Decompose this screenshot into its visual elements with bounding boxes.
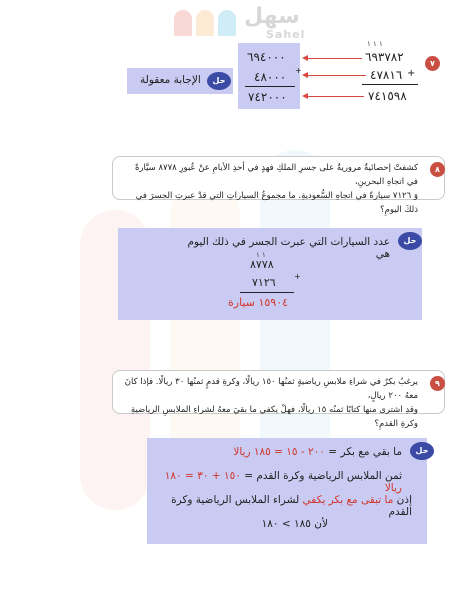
question-1-line-1: كشفتْ إحصائيةٌ مروريةٌ على جسرِ الملكِ فهدٍ في أحدِ الأيامِ عنْ عُبورِ ٨٧٧٨ سيَّارةً في اتجاهِ البحرينِ، — [134, 163, 418, 187]
answer-2-line-1-calc: ٢٠٠ - ١٥ = ١٨٥ ريالا — [233, 446, 325, 458]
answer-2-line-3-highlight: ما تبقى مع بكر يكفي — [302, 494, 394, 506]
top-carries: ١ ١ ١ — [367, 40, 383, 48]
question-badge-2: ٩ — [430, 376, 445, 391]
answer-2-line-1-label: ما بقي مع بكر = — [324, 446, 402, 458]
top-sum-line — [362, 84, 418, 85]
arrow-line — [306, 75, 366, 76]
watermark-bar — [196, 10, 214, 36]
answer-1-addend-2: ٧١٢٦ — [252, 276, 276, 289]
arrow-head — [302, 93, 308, 99]
answer-badge-text: حل — [415, 446, 429, 455]
question-1-box — [112, 156, 445, 215]
answer-badge — [398, 232, 422, 250]
answer-1-addend-1: ٨٧٧٨ — [250, 258, 274, 271]
answer-1-heading: عدد السيارات التي عبرت الجسر في ذلك اليوم هي — [187, 236, 390, 260]
answer-2-line-2-calc: ١٥٠ + ٣٠ = ١٨٠ ريالا — [164, 470, 402, 494]
top-addend-1: ٦٩٣٧٨٢ — [365, 50, 404, 64]
answer-badge — [410, 442, 434, 460]
watermark-logo-text: سهل — [244, 4, 300, 29]
answer-1-result: ١٥٩٠٤ سيارة — [228, 296, 289, 309]
arrow-head — [302, 72, 308, 78]
answer-2-line-3-suffix: لشراء الملابس الرياضية وكرة القدم — [171, 494, 412, 518]
top-addend-2: ٤٧٨١٦ — [370, 68, 403, 82]
question-2-line-2: وقدِ اشترى منها كتابًا ثمنُه ١٥ ريالًا، فهلْ يكفي ما بقيَ معهُ لشراءِ الملابسِ الرياضيةِ وكرةِ القدمِ؟ — [130, 405, 418, 429]
answer-2-line-4: لأن ١٨٥ > ١٨٠ — [261, 518, 328, 530]
estimate-result: ٧٤٢٠٠٠ — [248, 90, 287, 104]
estimate-addend-2: ٤٨٠٠٠ — [254, 70, 287, 84]
answer-badge-text: حل — [212, 76, 226, 85]
top-result: ٧٤١٥٩٨ — [368, 89, 407, 103]
watermark-bar — [218, 10, 236, 36]
answer-2-line-3-prefix: إذن — [393, 494, 412, 506]
arrow-line — [306, 58, 362, 59]
arrow-head — [302, 55, 308, 61]
watermark-logo-sub: Sahel — [266, 28, 306, 41]
estimate-plus-sign: + — [295, 66, 302, 75]
conclusion-text: الإجابة معقولة — [140, 74, 201, 86]
estimate-addend-1: ٦٩٤٠٠٠ — [247, 50, 286, 64]
answer-2-line-1 — [150, 446, 402, 458]
question-2-box — [112, 370, 445, 429]
question-badge-top: ٧ — [425, 56, 440, 71]
answer-2-line-3 — [150, 494, 412, 518]
answer-badge — [207, 72, 231, 90]
question-1-line-2: وَ ٧١٢٦ سيارةً في اتجاهِ السُّعوديةِ. ما مجموعُ السياراتِ التي قدْ عبرتِ الجسرَ في ذلكَ اليومِ؟ — [135, 191, 418, 215]
answer-badge-text: حل — [403, 236, 417, 245]
question-badge-1: ٨ — [430, 162, 445, 177]
estimate-sum-line — [245, 86, 295, 87]
watermark-bar — [174, 10, 192, 36]
answer-1-sum-line — [240, 292, 294, 293]
arrow-line — [306, 96, 364, 97]
answer-1-carries: ١ ١ — [256, 251, 266, 259]
answer-2-line-2-label: ثمن الملابس الرياضية وكرة القدم = — [240, 470, 402, 482]
question-2-line-1: يرغبُ بكرٌ في شراءِ ملابسِ رياضيةٍ ثمنُها ١٥٠ ريالًا، وكرةِ قدمٍ ثمنُها ٣٠ ريالًا. فإذا كانَ معهُ ٢٠٠ ريالٍ، — [124, 377, 418, 401]
answer-1-plus-sign: + — [294, 272, 301, 281]
top-plus-sign: + — [407, 68, 416, 79]
answer-2-line-2 — [150, 470, 402, 494]
